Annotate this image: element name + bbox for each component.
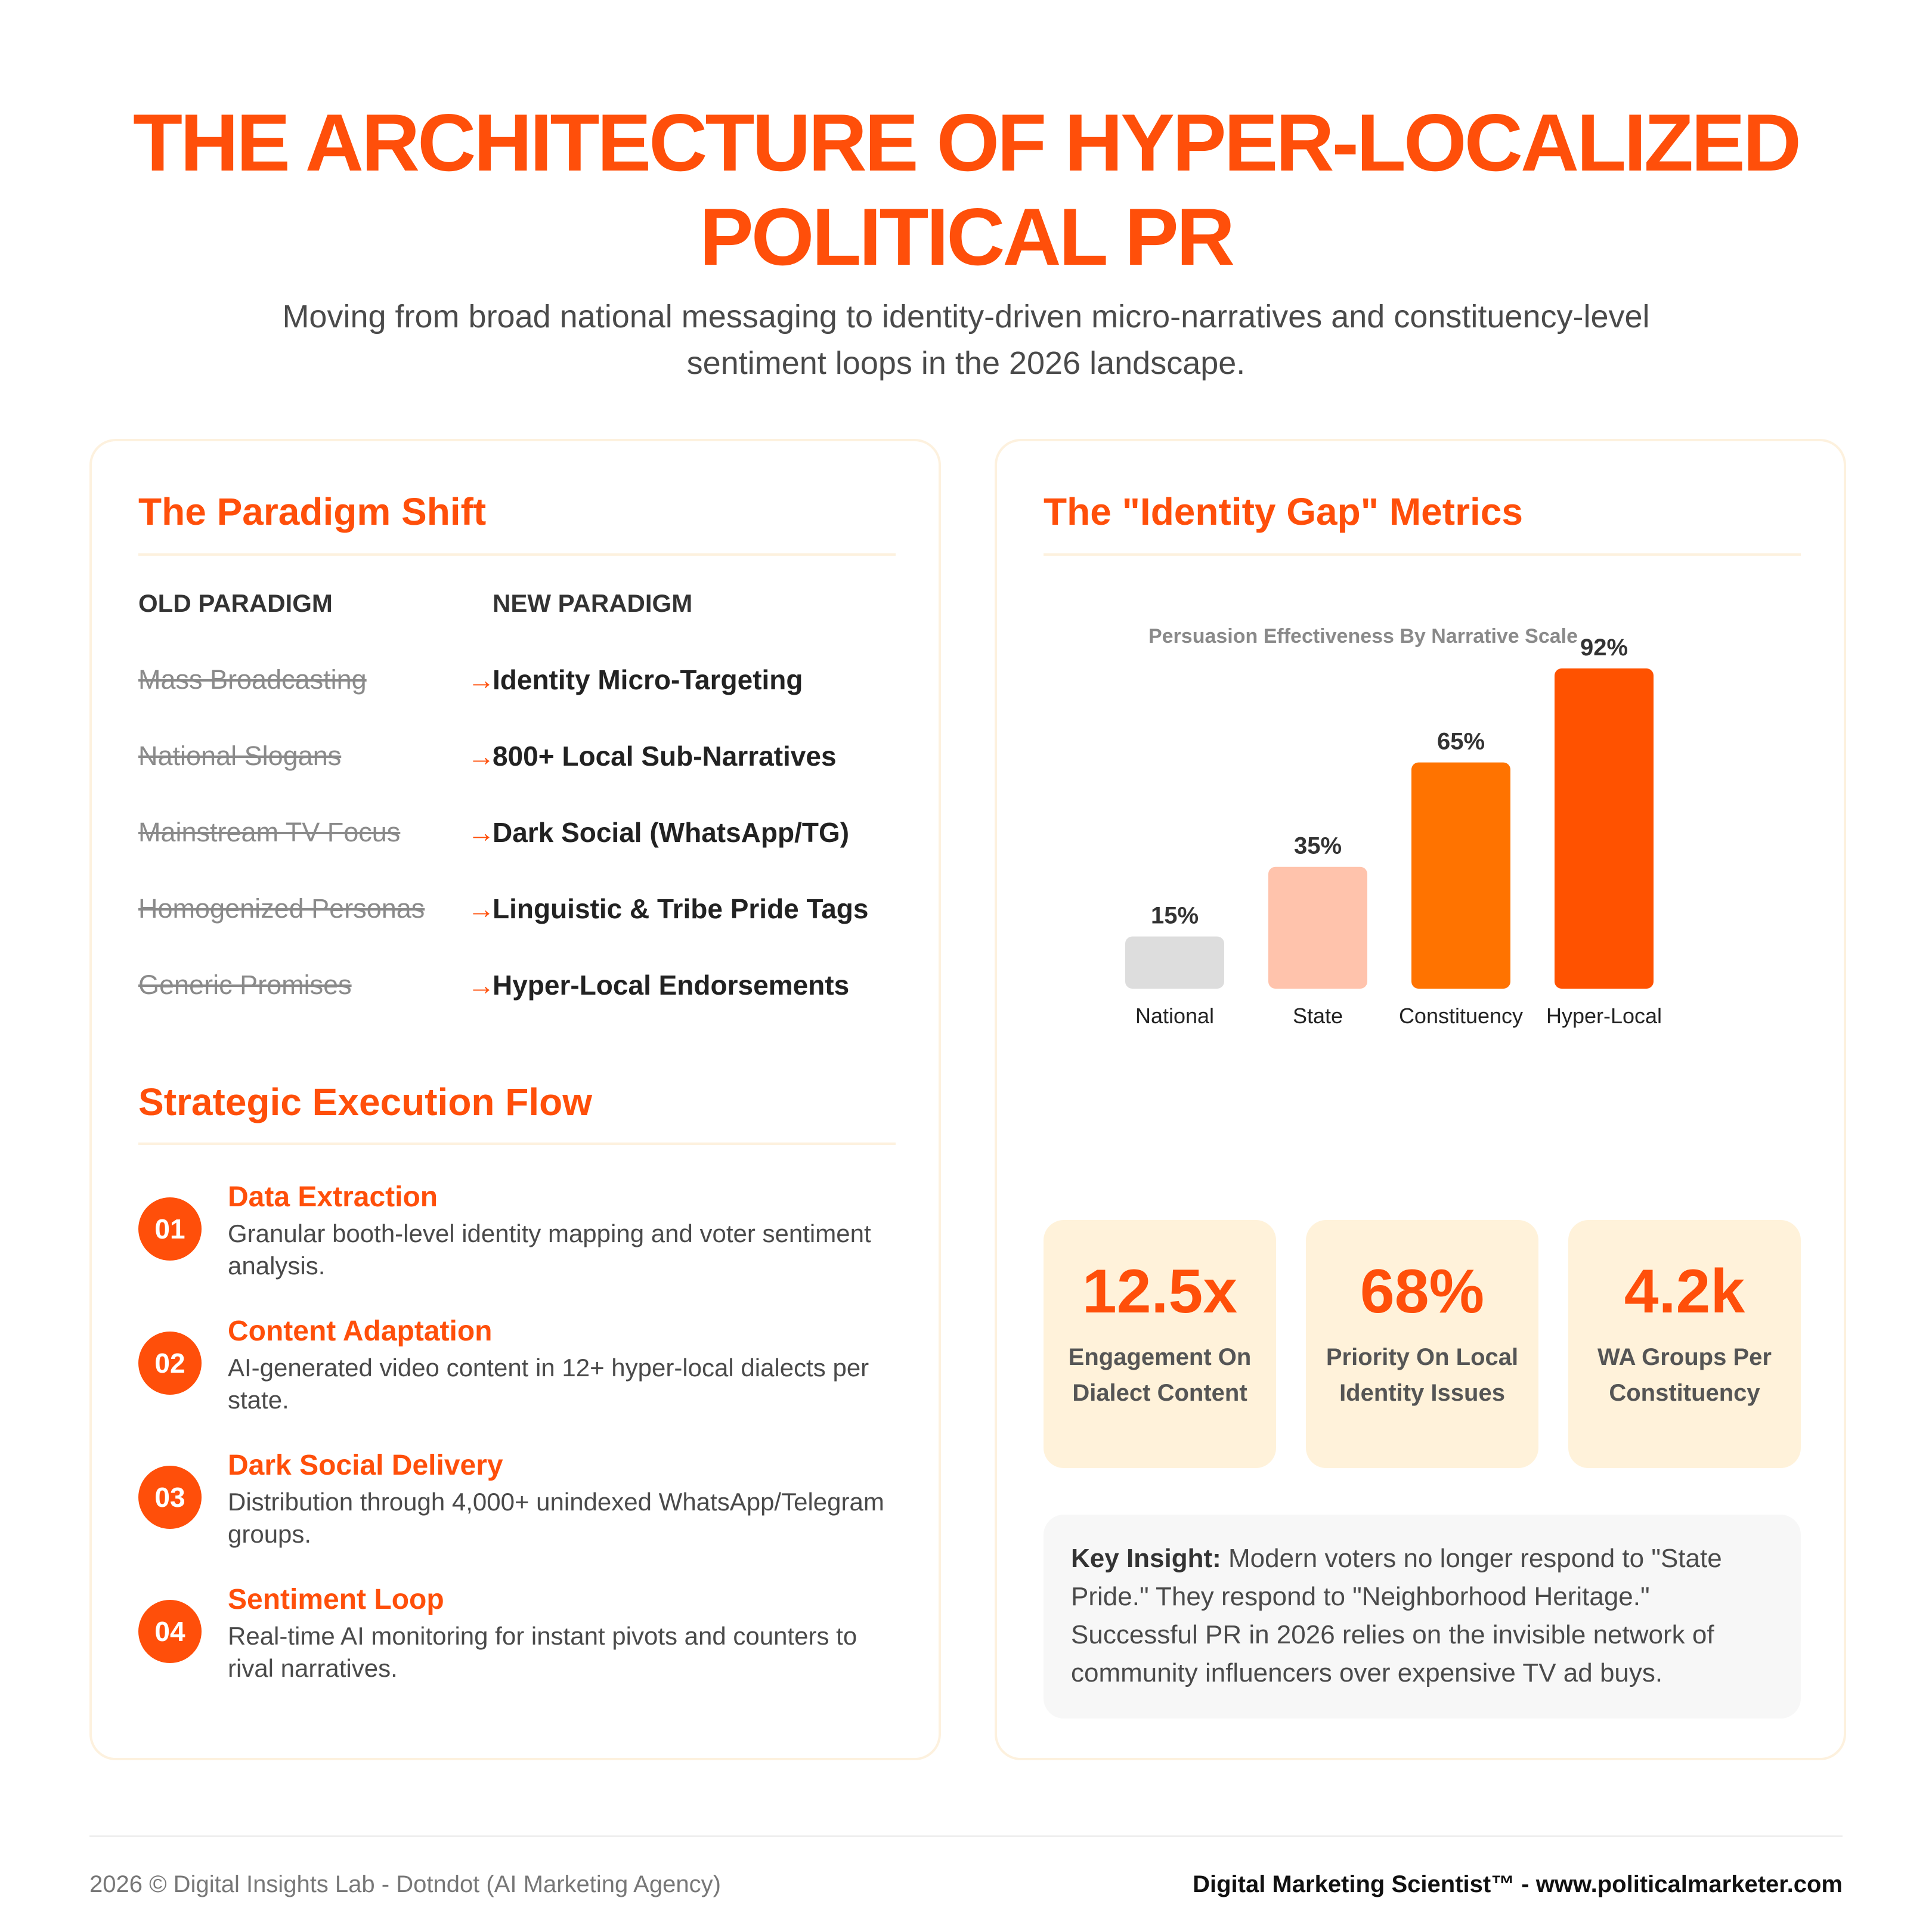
arrow-right-icon: → (467, 970, 495, 1001)
category-label: Constituency (1398, 1004, 1524, 1028)
flow-step (138, 1181, 908, 1294)
stat-value: 12.5x (1082, 1257, 1238, 1326)
step-title: Data Extraction (228, 1181, 438, 1213)
paradigm-card (89, 439, 941, 1760)
old-paradigm-header: OLD PARADIGM (138, 589, 333, 617)
arrow-right-icon: → (467, 664, 495, 695)
paradigm-row (92, 891, 943, 927)
step-title: Dark Social Delivery (228, 1450, 503, 1481)
new-paradigm-item: 800+ Local Sub-Narratives (493, 741, 837, 772)
old-paradigm-item: Generic Promises (138, 970, 352, 1000)
arrow-right-icon: → (467, 817, 495, 848)
paradigm-row (92, 738, 943, 774)
step-title: Sentiment Loop (228, 1584, 444, 1615)
paradigm-row (92, 662, 943, 698)
step-number-badge: 02 (138, 1332, 202, 1395)
bar-national (1125, 936, 1224, 989)
paradigm-row (92, 967, 943, 1003)
step-number-badge: 03 (138, 1466, 202, 1529)
flow-title: Strategic Execution Flow (138, 1080, 593, 1123)
bar-value-label: 65% (1436, 728, 1485, 755)
bar-chart (997, 441, 1849, 1157)
footer-credit: Digital Marketing Scientist™ - www.politicalmarketer.com (1193, 1871, 1843, 1897)
new-paradigm-item: Linguistic & Tribe Pride Tags (493, 893, 869, 924)
bar-state (1268, 867, 1367, 989)
flow-step (138, 1583, 908, 1696)
page-subtitle: Moving from broad national messaging to identity-driven micro-narratives and constituency-level sentiment loops in the 2026 landscape. (282, 299, 1650, 381)
key-insight-label: Key Insight: (1071, 1544, 1221, 1573)
key-insight-text: Modern voters no longer respond to "State Pride." They respond to "Neighborhood Heritage." Successful PR in 2026 relies on the invisible network of community influencers over expensive TV ad buys. (1071, 1544, 1722, 1688)
category-label: State (1292, 1004, 1343, 1028)
arrow-right-icon: → (467, 741, 495, 772)
stat-label: WA Groups Per Constituency (1597, 1344, 1772, 1406)
new-paradigm-header: NEW PARADIGM (493, 589, 693, 617)
new-paradigm-item: Identity Micro-Targeting (493, 664, 803, 695)
metrics-card (995, 439, 1846, 1760)
old-paradigm-item: Mass Broadcasting (138, 664, 367, 695)
stat-value: 68% (1360, 1257, 1485, 1326)
metrics-title: The "Identity Gap" Metrics (1044, 490, 1523, 533)
step-title: Content Adaptation (228, 1315, 493, 1347)
step-description: Distribution through 4,000+ unindexed WhatsApp/Telegram groups. (228, 1488, 884, 1548)
bar-value-label: 35% (1293, 832, 1342, 859)
step-description: AI-generated video content in 12+ hyper-local dialects per state. (228, 1354, 869, 1414)
footer-divider (89, 1835, 1843, 1837)
category-label: Hyper-Local (1546, 1004, 1662, 1028)
paradigm-divider (138, 553, 896, 556)
category-label: National (1135, 1004, 1215, 1028)
page-title-line-2: POLITICAL PR (699, 191, 1233, 282)
arrow-right-icon: → (467, 893, 495, 924)
stat-label: Engagement On Dialect Content (1068, 1344, 1252, 1406)
old-paradigm-item: Homogenized Personas (138, 893, 425, 924)
chart-title: Persuasion Effectiveness By Narrative Scale (1148, 625, 1578, 648)
step-number-badge: 04 (138, 1600, 202, 1663)
stat-card (1044, 1220, 1276, 1468)
paradigm-row (92, 815, 943, 850)
old-paradigm-item: Mainstream TV Focus (138, 817, 401, 847)
bar-hyper-local (1555, 668, 1654, 989)
flow-step (138, 1449, 908, 1562)
flow-step (138, 1315, 908, 1428)
old-paradigm-item: National Slogans (138, 741, 342, 771)
step-description: Granular booth-level identity mapping and voter sentiment analysis. (228, 1219, 871, 1280)
bar-value-label: 15% (1150, 902, 1199, 929)
stat-value: 4.2k (1624, 1257, 1745, 1326)
bar-constituency (1411, 763, 1510, 989)
page-title-line-1: THE ARCHITECTURE OF HYPER-LOCALIZED (132, 97, 1800, 188)
new-paradigm-item: Dark Social (WhatsApp/TG) (493, 817, 850, 848)
step-number-badge: 01 (138, 1197, 202, 1261)
stat-card (1306, 1220, 1538, 1468)
flow-divider (138, 1143, 896, 1145)
stat-label: Priority On Local Identity Issues (1326, 1344, 1519, 1406)
bar-value-label: 92% (1580, 634, 1628, 661)
footer-copyright: 2026 © Digital Insights Lab - Dotndot (AI Marketing Agency) (89, 1871, 721, 1897)
new-paradigm-item: Hyper-Local Endorsements (493, 970, 850, 1001)
step-description: Real-time AI monitoring for instant pivots and counters to rival narratives. (228, 1622, 857, 1682)
stat-card (1568, 1220, 1801, 1468)
key-insight-box (1044, 1515, 1801, 1719)
paradigm-title: The Paradigm Shift (138, 490, 487, 533)
page-title (0, 95, 1932, 284)
